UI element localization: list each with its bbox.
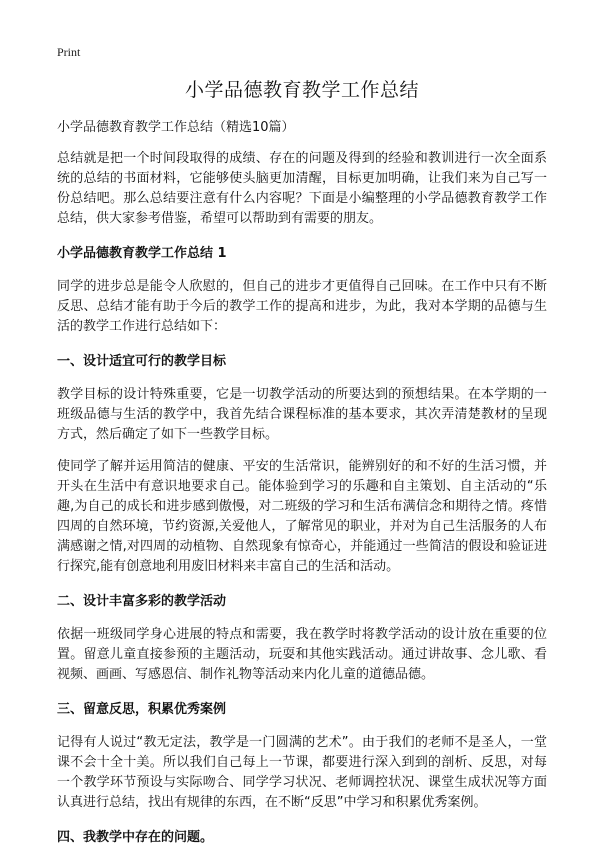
print-link[interactable]: Print [57, 45, 81, 59]
document-body [57, 75, 547, 861]
heading-reflection: 三、留意反思，积累优秀案例 [57, 702, 227, 717]
document-subtitle: 小学品德教育教学工作总结（精选10篇） [57, 120, 295, 135]
teaching-goals-paragraph-1: 教学目标的设计特殊重要，它是一切教学活动的所要达到的预想结果。在本学期的一班级品德与生活的教学中，我首先结合课程标准的基本要求，其次弄清楚教材的呈现方式，然后确定了如下一些教学目标。 [57, 387, 547, 442]
section-heading-1: 小学品德教育教学工作总结 1 [57, 246, 227, 261]
intro-paragraph: 总结就是把一个时间段取得的成绩、存在的问题及得到的经验和教训进行一次全面系统的总结的书面材料，它能够使头脑更加清醒，目标更加明确，让我们来为自己写一份总结吧。那么总结要注意有什么内容呢？下面是小编整理的小学品德教育教学工作总结，供大家参考借鉴，希望可以帮助到有需要的朋友。 [57, 151, 547, 226]
teaching-goals-paragraph-2: 使同学了解并运用简洁的健康、平安的生活常识，能辨别好的和不好的生活习惯，并开头在生活中有意识地要求自己。能体验到学习的乐趣和自主策划、自主活动的“乐趣,为自己的成长和进步感到傲慢，对二班级的学习和生活布满信念和期待之情。疼惜四周的自然环境，节约资源,关爱他人，了解常见的职业，并对为自己生活服务的人布满感谢之情,对四周的动植物、自然现象有惊奇心，并能通过一些简洁的假设和验证进行探究,能有创意地利用废旧材料来丰富自己的生活和活动。 [57, 459, 547, 574]
heading-problems: 四、我教学中存在的问题。 [57, 830, 214, 845]
heading-teaching-activities: 二、设计丰富多彩的教学活动 [57, 594, 227, 609]
heading-teaching-goals: 一、设计适宜可行的教学目标 [57, 354, 227, 369]
teaching-activities-paragraph: 依据一班级同学身心进展的特点和需要，我在教学时将教学活动的设计放在重要的位置。留意儿童直接参预的主题活动，玩耍和其他实践活动。通过讲故事、念儿歌、看视频、画画、写感恩信、制作礼物等活动来内化儿童的道德品德。 [57, 627, 547, 682]
page-title: 小学品德教育教学工作总结 [184, 79, 419, 101]
section-1-paragraph: 同学的进步总是能令人欣慰的，但自己的进步才更值得自己回味。在工作中只有不断反思、总结才能有助于今后的教学工作的提高和进步，为此，我对本学期的品德与生活的教学工作进行总结如下： [57, 279, 547, 334]
reflection-paragraph: 记得有人说过“教无定法，教学是一门圆满的艺术”。由于我们的老师不是圣人，一堂课不会十全十美。所以我们自己每上一节课，都要进行深入到到的剖析、反思，对每一个教学环节预设与实际吻合、同学学习状况、老师调控状况、课堂生成状况等方面认真进行总结，找出有规律的东西，在不断“反思”中学习和积累优秀案例。 [57, 735, 547, 810]
